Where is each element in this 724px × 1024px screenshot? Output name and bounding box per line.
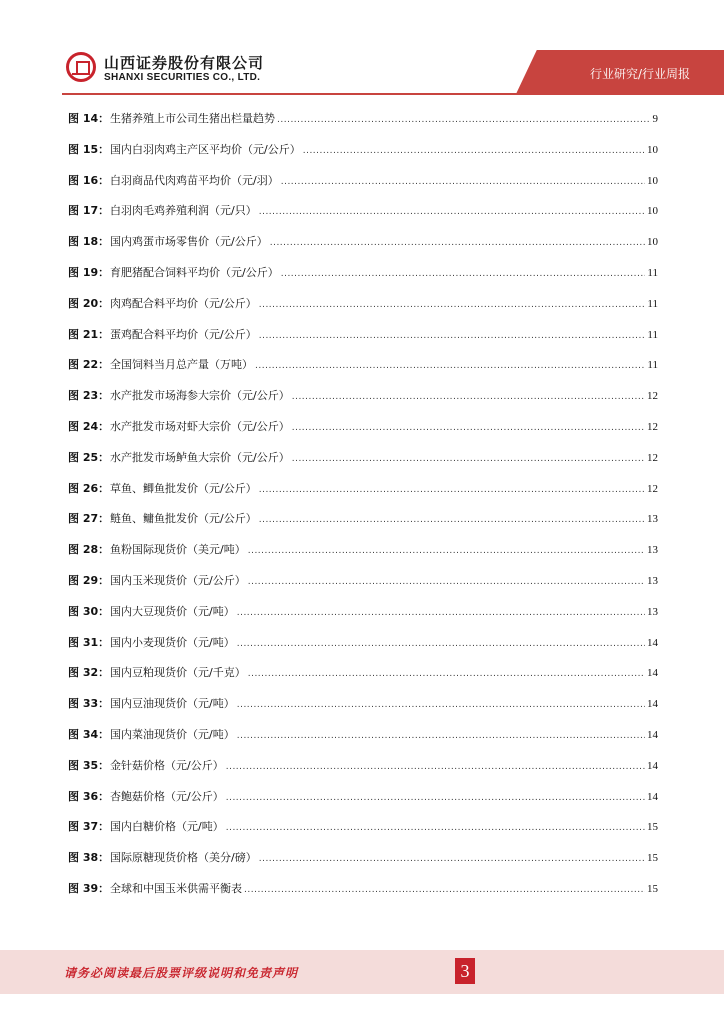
- toc-figure-number: 图 34：: [68, 727, 110, 741]
- toc-leader-dots: [237, 608, 645, 618]
- toc-leader-dots: [303, 146, 645, 156]
- toc-row[interactable]: [68, 541, 658, 572]
- toc-row[interactable]: [68, 264, 658, 295]
- toc-leader-dots: [281, 269, 646, 279]
- toc-figure-number: 图 22：: [68, 358, 110, 372]
- toc-page-number: 10: [647, 143, 658, 156]
- toc-leader-dots: [237, 639, 645, 649]
- toc-page-number: 13: [647, 544, 658, 557]
- toc-page-number: 15: [647, 821, 658, 834]
- toc-figure-number: 图 30：: [68, 604, 110, 618]
- toc-row[interactable]: [68, 757, 658, 788]
- toc-figure-title: 金针菇价格（元/公斤）: [110, 758, 224, 772]
- toc-page-number: 14: [647, 667, 658, 680]
- toc-figure-title: 育肥猪配合饲料平均价（元/公斤）: [110, 265, 279, 279]
- toc-row[interactable]: [68, 418, 658, 449]
- toc-figure-number: 图 38：: [68, 851, 110, 865]
- toc-figure-title: 蛋鸡配合料平均价（元/公斤）: [110, 327, 257, 341]
- toc-row[interactable]: [68, 449, 658, 480]
- toc-leader-dots: [226, 793, 645, 803]
- toc-figure-number: 图 39：: [68, 881, 110, 895]
- toc-row[interactable]: [68, 110, 658, 141]
- toc-leader-dots: [255, 361, 645, 371]
- toc-row[interactable]: [68, 233, 658, 264]
- toc-leader-dots: [244, 885, 645, 895]
- toc-page-number: 12: [647, 482, 658, 495]
- toc-figure-number: 图 23：: [68, 389, 110, 403]
- toc-figure-title: 国内玉米现货价（元/公斤）: [110, 573, 246, 587]
- toc-leader-dots: [226, 762, 645, 772]
- toc-row[interactable]: [68, 510, 658, 541]
- toc-figure-number: 图 27：: [68, 512, 110, 526]
- toc-page-number: 10: [647, 174, 658, 187]
- toc-figure-title: 国内菜油现货价（元/吨）: [110, 727, 235, 741]
- toc-leader-dots: [292, 392, 645, 402]
- toc-figure-title: 鱼粉国际现货价（美元/吨）: [110, 543, 246, 557]
- toc-leader-dots: [259, 300, 646, 310]
- toc-figure-title: 水产批发市场鲈鱼大宗价（元/公斤）: [110, 450, 290, 464]
- toc-figure-number: 图 32：: [68, 666, 110, 680]
- toc-page-number: 11: [647, 328, 658, 341]
- toc-page-number: 11: [647, 297, 658, 310]
- toc-row[interactable]: [68, 572, 658, 603]
- toc-leader-dots: [259, 854, 645, 864]
- toc-figure-title: 水产批发市场对虾大宗价（元/公斤）: [110, 419, 290, 433]
- toc-figure-number: 图 35：: [68, 758, 110, 772]
- page-header: [0, 0, 724, 100]
- toc-page-number: 15: [647, 852, 658, 865]
- toc-leader-dots: [237, 700, 645, 710]
- toc-leader-dots: [237, 731, 645, 741]
- toc-leader-dots: [292, 454, 645, 464]
- toc-page-number: 14: [647, 728, 658, 741]
- toc-figure-number: 图 24：: [68, 419, 110, 433]
- toc-row[interactable]: [68, 295, 658, 326]
- toc-figure-number: 图 25：: [68, 450, 110, 464]
- toc-figure-number: 图 26：: [68, 481, 110, 495]
- toc-leader-dots: [270, 238, 645, 248]
- toc-figure-number: 图 18：: [68, 235, 110, 249]
- toc-figure-title: 白羽商品代肉鸡苗平均价（元/羽）: [110, 173, 279, 187]
- toc-figure-number: 图 15：: [68, 142, 110, 156]
- toc-figure-number: 图 20：: [68, 296, 110, 310]
- toc-page-number: 9: [652, 113, 658, 125]
- toc-row[interactable]: [68, 172, 658, 203]
- toc-page-number: 13: [647, 574, 658, 587]
- toc-page-number: 11: [647, 266, 658, 279]
- toc-row[interactable]: [68, 818, 658, 849]
- toc-page-number: 13: [647, 513, 658, 526]
- toc-page-number: 10: [647, 205, 658, 218]
- toc-figure-title: 全球和中国玉米供需平衡表: [110, 881, 242, 895]
- toc-figure-number: 图 14：: [68, 112, 110, 125]
- toc-figure-number: 图 37：: [68, 820, 110, 834]
- toc-figure-number: 图 36：: [68, 789, 110, 803]
- toc-row[interactable]: [68, 326, 658, 357]
- toc-page-number: 10: [647, 236, 658, 249]
- toc-row[interactable]: [68, 603, 658, 634]
- toc-page-number: 12: [647, 420, 658, 433]
- toc-row[interactable]: [68, 664, 658, 695]
- toc-figure-title: 鲢鱼、鳙鱼批发价（元/公斤）: [110, 512, 257, 526]
- toc-figure-title: 白羽肉毛鸡养殖利润（元/只）: [110, 204, 257, 218]
- header-divider: [62, 93, 724, 95]
- toc-figure-number: 图 31：: [68, 635, 110, 649]
- toc-page-number: 12: [647, 451, 658, 464]
- toc-page-number: 14: [647, 636, 658, 649]
- toc-row[interactable]: [68, 695, 658, 726]
- toc-figure-number: 图 28：: [68, 543, 110, 557]
- toc-page-number: 13: [647, 605, 658, 618]
- toc-leader-dots: [248, 546, 645, 556]
- toc-page-number: 14: [647, 698, 658, 711]
- toc-leader-dots: [248, 669, 645, 679]
- page-number: 3: [455, 958, 475, 984]
- toc-page-number: 12: [647, 390, 658, 403]
- toc-figure-title: 水产批发市场海参大宗价（元/公斤）: [110, 389, 290, 403]
- toc-figure-title: 国内大豆现货价（元/吨）: [110, 604, 235, 618]
- toc-figure-number: 图 16：: [68, 173, 110, 187]
- toc-page-number: 14: [647, 759, 658, 772]
- toc-figure-number: 图 33：: [68, 697, 110, 711]
- toc-row[interactable]: [68, 880, 658, 911]
- toc-leader-dots: [292, 423, 645, 433]
- toc-row[interactable]: [68, 480, 658, 511]
- toc-figure-title: 国内豆粕现货价（元/千克）: [110, 666, 246, 680]
- toc-leader-dots: [226, 823, 645, 833]
- toc-leader-dots: [281, 177, 645, 187]
- toc-figure-title: 国内白糖价格（元/吨）: [110, 820, 224, 834]
- toc-figure-title: 草鱼、鲫鱼批发价（元/公斤）: [110, 481, 257, 495]
- company-name-cn: 山西证券股份有限公司: [104, 54, 265, 72]
- toc-figure-title: 国内鸡蛋市场零售价（元/公斤）: [110, 235, 268, 249]
- toc-page-number: 11: [647, 359, 658, 372]
- toc-figure-title: 国内白羽肉鸡主产区平均价（元/公斤）: [110, 142, 301, 156]
- toc-figure-number: 图 19：: [68, 265, 110, 279]
- footer-disclaimer[interactable]: 请务必阅读最后股票评级说明和免责声明: [64, 966, 299, 980]
- toc-row[interactable]: [68, 141, 658, 172]
- toc-figure-number: 图 29：: [68, 573, 110, 587]
- toc-figure-number: 图 21：: [68, 327, 110, 341]
- toc-row[interactable]: [68, 726, 658, 757]
- toc-row[interactable]: [68, 202, 658, 233]
- toc-row[interactable]: [68, 387, 658, 418]
- toc-figure-number: 图 17：: [68, 204, 110, 218]
- company-name-en: SHANXI SECURITIES CO., LTD.: [104, 72, 261, 83]
- toc-leader-dots: [248, 577, 645, 587]
- toc-figure-title: 国际原糖现货价格（美分/磅）: [110, 851, 257, 865]
- toc-figure-title: 生猪养殖上市公司生猪出栏量趋势: [110, 112, 275, 125]
- toc-page-number: 15: [647, 882, 658, 895]
- toc-page-number: 14: [647, 790, 658, 803]
- toc-row[interactable]: [68, 356, 658, 387]
- toc-leader-dots: [259, 207, 645, 217]
- toc-row[interactable]: [68, 849, 658, 880]
- figure-index-list: [68, 110, 658, 911]
- toc-figure-title: 国内小麦现货价（元/吨）: [110, 635, 235, 649]
- toc-figure-title: 肉鸡配合料平均价（元/公斤）: [110, 296, 257, 310]
- company-logo-icon: [66, 52, 96, 82]
- toc-row[interactable]: [68, 634, 658, 665]
- toc-leader-dots: [277, 115, 651, 125]
- toc-row[interactable]: [68, 788, 658, 819]
- toc-leader-dots: [259, 485, 645, 495]
- toc-figure-title: 杏鲍菇价格（元/公斤）: [110, 789, 224, 803]
- toc-figure-title: 全国饲料当月总产量（万吨）: [110, 358, 253, 372]
- toc-figure-title: 国内豆油现货价（元/吨）: [110, 697, 235, 711]
- toc-leader-dots: [259, 331, 646, 341]
- report-category: 行业研究/行业周报: [589, 67, 690, 81]
- toc-leader-dots: [259, 515, 645, 525]
